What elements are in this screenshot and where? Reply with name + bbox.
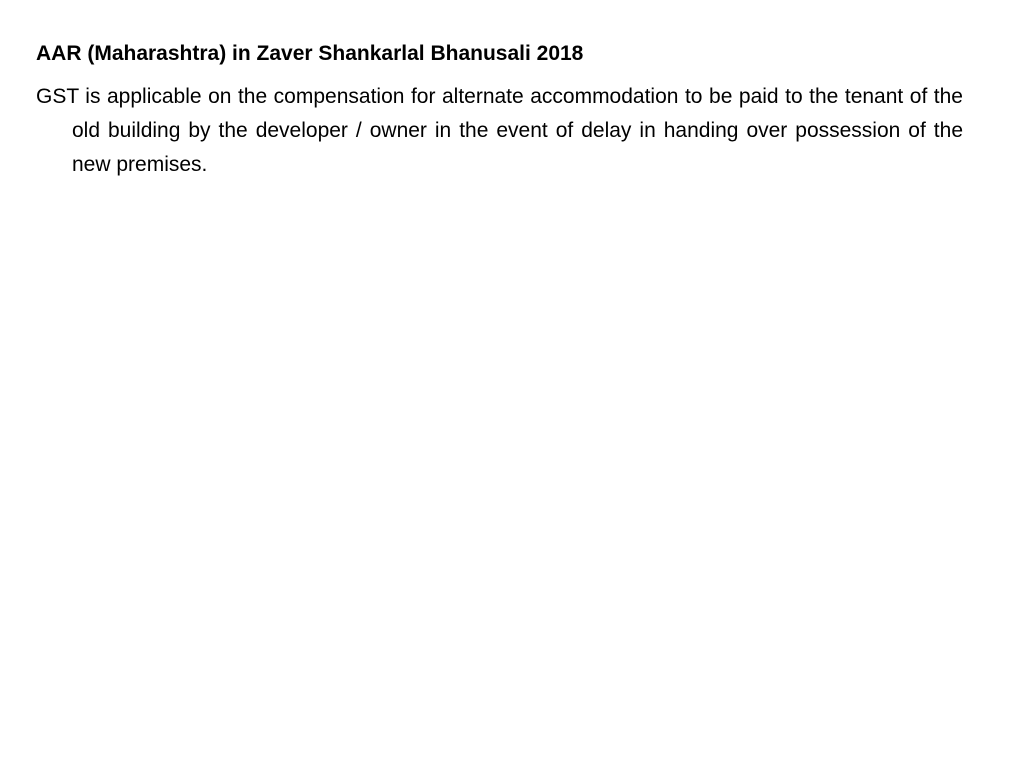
slide-heading: AAR (Maharashtra) in Zaver Shankarlal Bhanusali 2018 <box>36 42 584 65</box>
slide-paragraph: GST is applicable on the compensation for alternate accommodation to be paid to the tenant of the old building by the developer / owner in the event of delay in handing over possession of the new premises. <box>36 85 963 176</box>
slide-content <box>36 38 963 182</box>
